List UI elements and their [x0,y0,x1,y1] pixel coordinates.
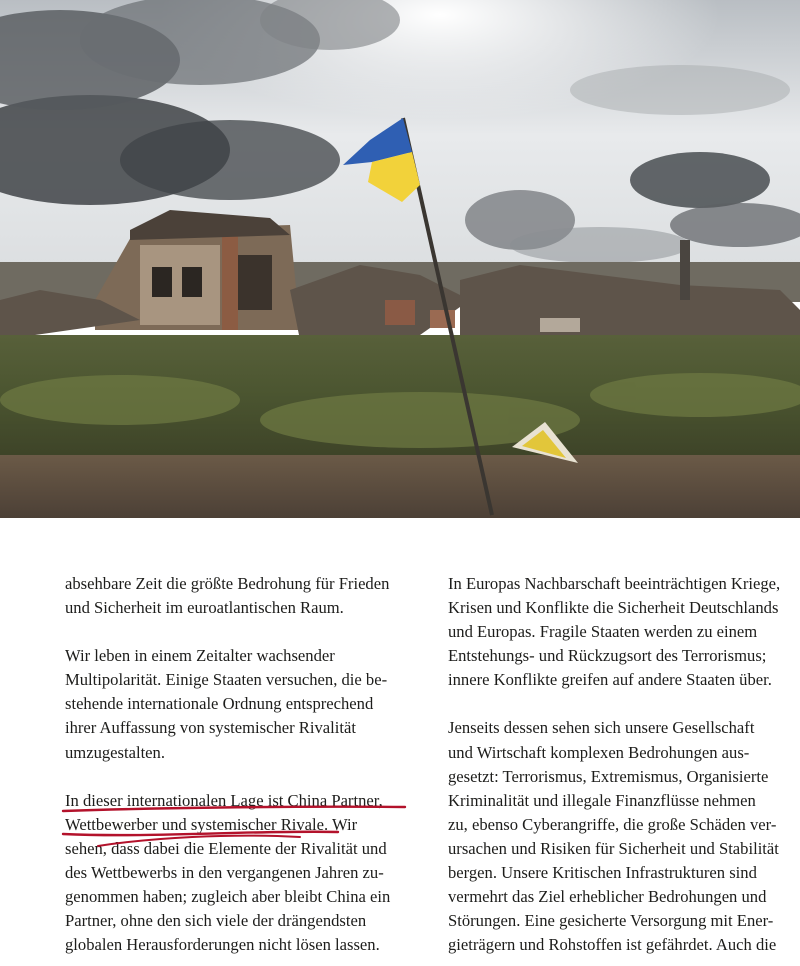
paragraph-neighbourhood: In Europas Nachbarschaft beeinträchtigen Kriege, Krisen und Konflikte die Sicherheit Deutschlands und Europas. Fragile Staaten werden zu einem Entstehungs- und Rückzugsort des Terrorismus; innere Konflikte greifen auf andere Staaten über. [448,574,781,690]
article-right-column [448,572,798,957]
article-left-column [65,572,415,957]
paragraph-threat: absehbare Zeit die größte Bedrohung für Frieden und Sicherheit im euroatlantischen Raum. [65,574,390,618]
paragraph-threats: Jenseits dessen sehen sich unsere Gesellschaft und Wirtschaft komplexen Bedrohungen aus- gesetzt: Terrorismus, Extremismus, Organisierte Kriminalität und illegale Finanzflüsse nehmen zu, ebenso Cyberangriffe, die große Schäden ver- ursachen und Risiken für Sicherheit und Stabilität bergen. Unsere Kritischen Infrastrukturen sind vermehrt das Ziel erheblicher Bedrohungen und Störungen. Eine gesicherte Versorgung mit Ener- gieträgern und Rohstoffen ist gefährdet. Auch die [448,718,779,955]
paragraph-multipolarity: Wir leben in einem Zeitalter wachsender Multipolarität. Einige Staaten versuchen, die be- stehende internationale Ordnung entsprechend ihrer Auffassung von systemischer Rivalität umzugestalten. [65,646,388,762]
paragraph-china: In dieser internationalen Lage ist China Partner, Wettbewerber und systemischer Rivale. Wir sehen, dass dabei die Elemente der Rivalität und des Wettbewerbs in den vergangenen Jahren zu- genommen haben; zugleich aber bleibt China ein Partner, ohne den sich viele der drängendsten globalen Herausforderungen nicht lösen lassen. [65,790,391,955]
